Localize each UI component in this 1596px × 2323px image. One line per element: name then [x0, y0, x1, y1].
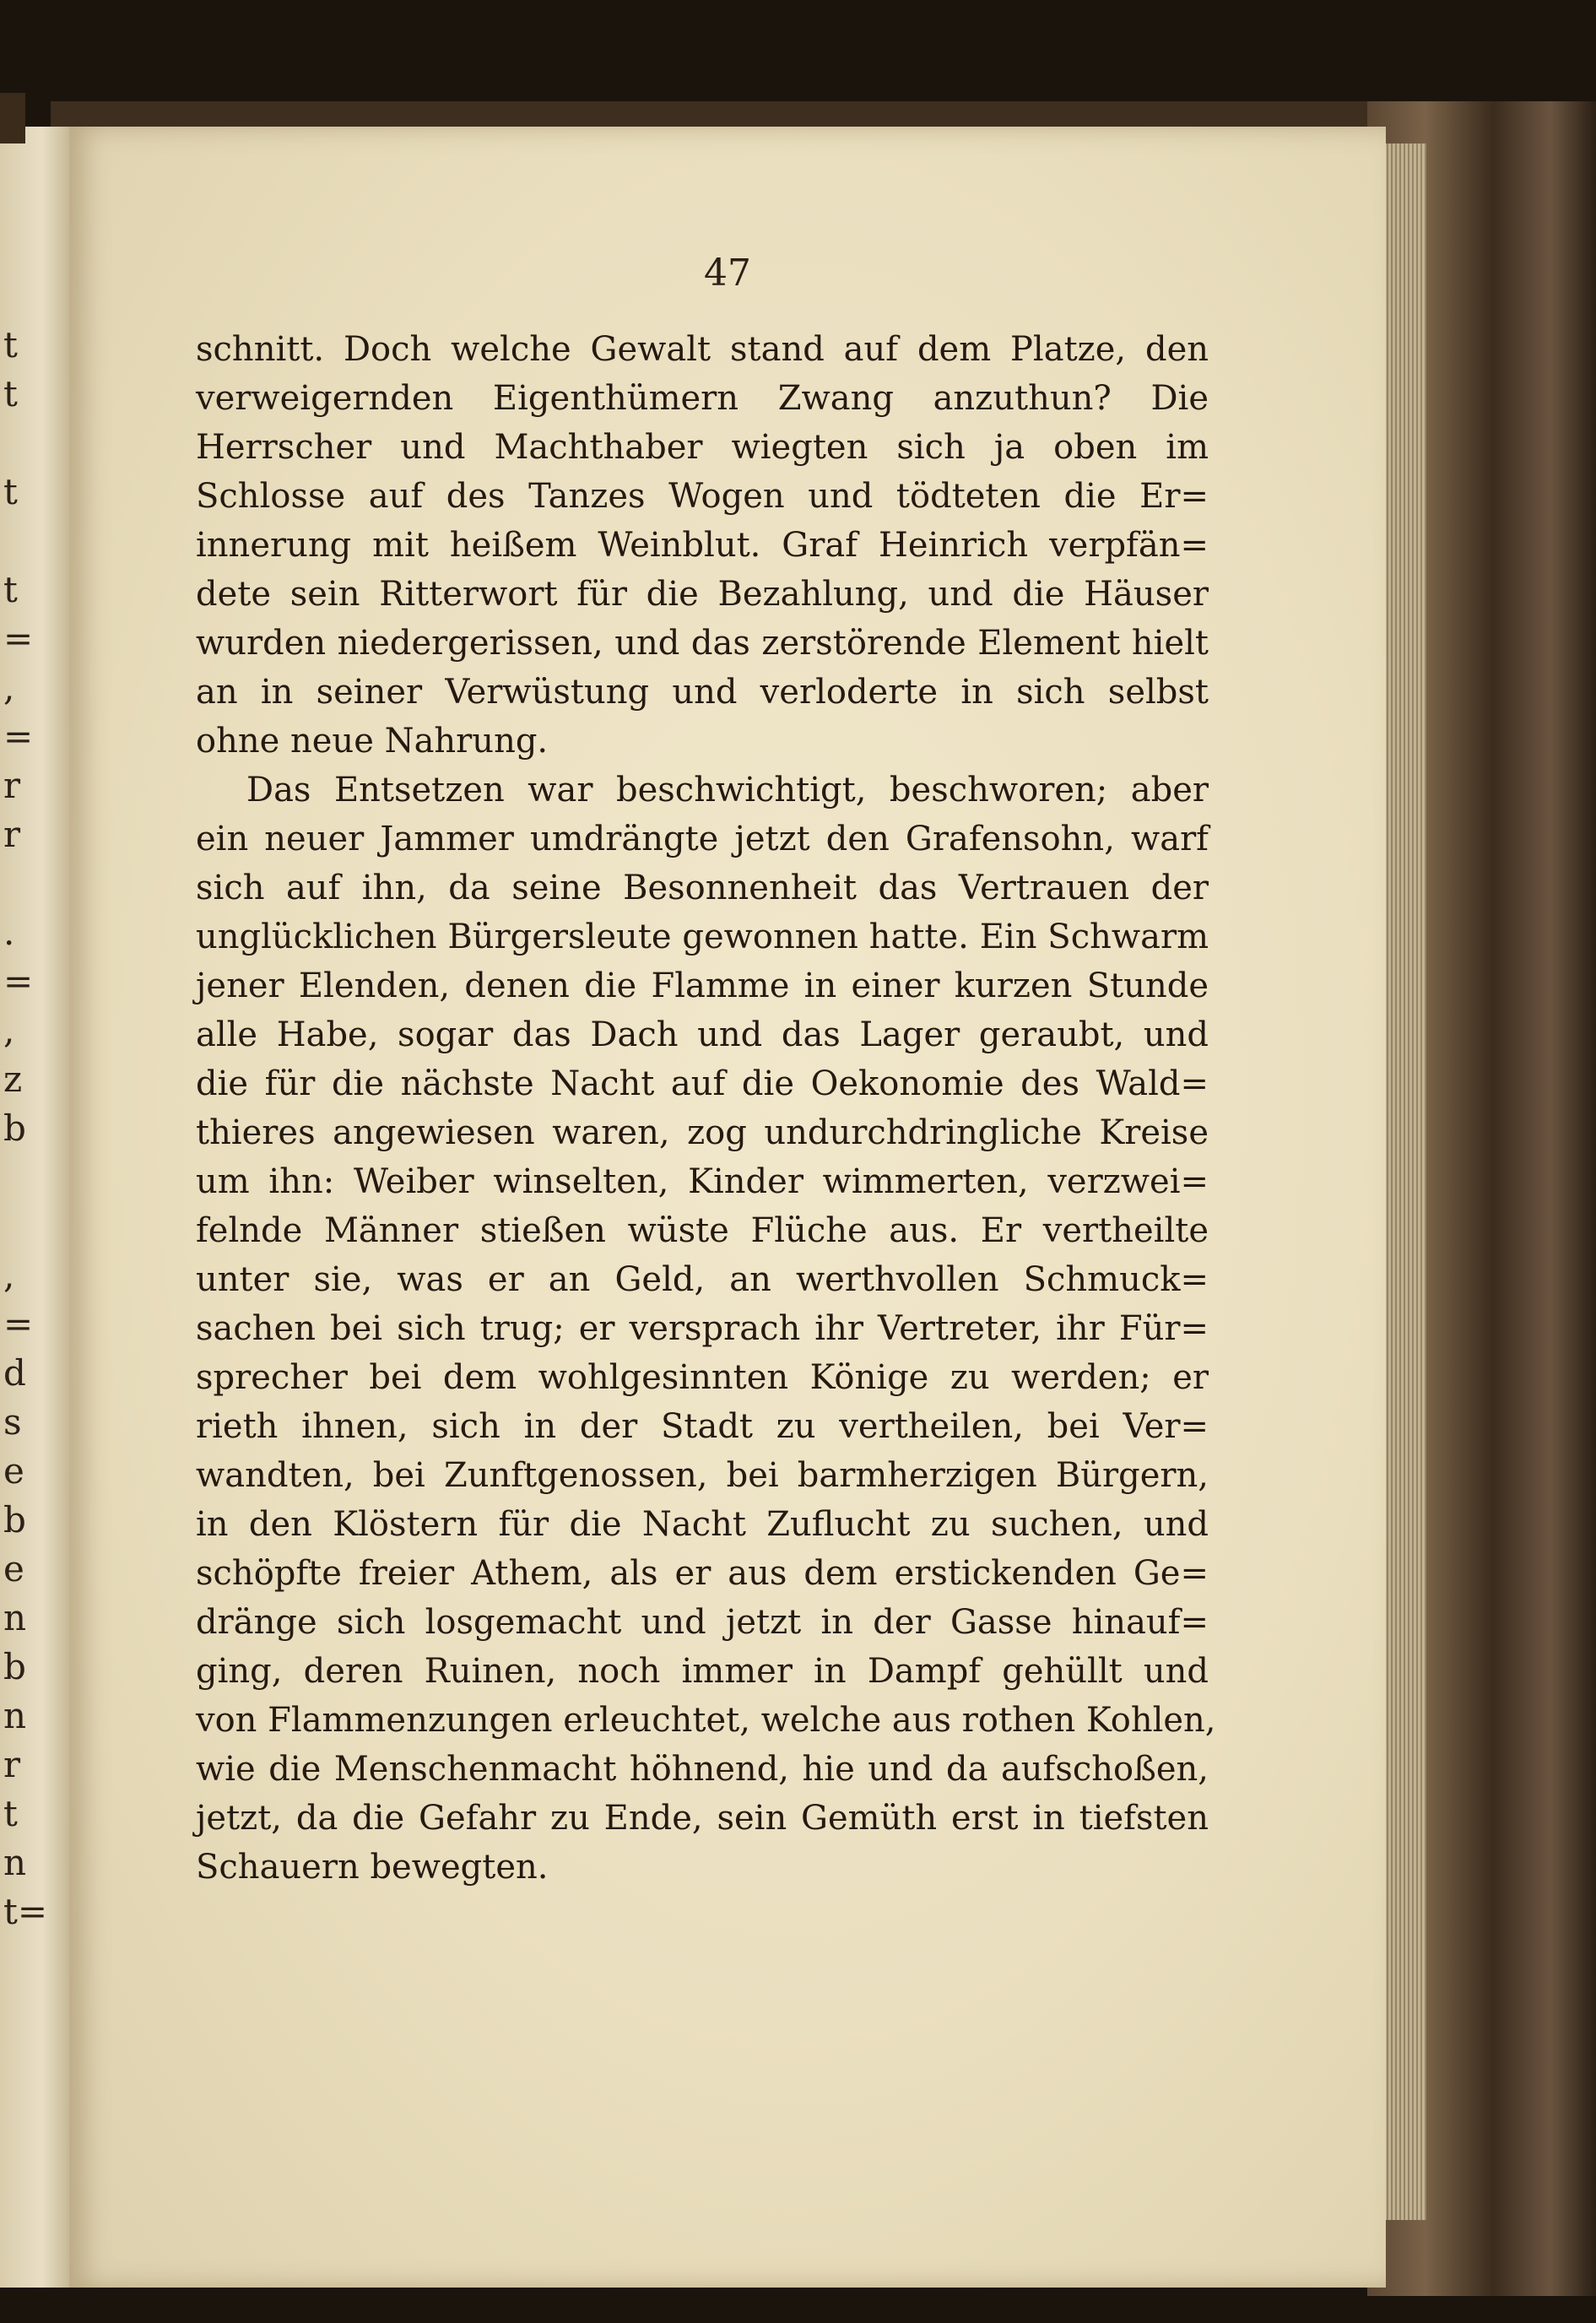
- text-line: ohne neue Nahrung.: [196, 722, 549, 761]
- text-line: jetzt, da die Gefahr zu Ende, sein Gemüth erst in tiefsten: [196, 1799, 1209, 1838]
- text-line: an in seiner Verwüstung und verloderte in sich selbst: [196, 673, 1209, 712]
- page-number: 47: [704, 252, 751, 295]
- text-line: von Flammenzungen erleuchtet, welche aus rothen Kohlen,: [196, 1701, 1216, 1740]
- left-cover-strip: [0, 93, 25, 143]
- text-line: wurden niedergerissen, und das zerstörende Element hielt: [196, 624, 1209, 663]
- text-line: in den Klöstern für die Nacht Zuflucht zu suchen, und: [196, 1505, 1209, 1544]
- text-line: ein neuer Jammer umdrängte jetzt den Grafensohn, warf: [196, 820, 1209, 858]
- text-line: verweigernden Eigenthümern Zwang anzuthun? Die: [196, 379, 1209, 418]
- text-line: thieres angewiesen waren, zog undurchdringliche Kreise: [196, 1113, 1209, 1152]
- text-line: unter sie, was er an Geld, an werthvollen Schmuck=: [196, 1260, 1209, 1299]
- text-line: schnitt. Doch welche Gewalt stand auf dem Platze, den: [196, 330, 1209, 369]
- text-line: dete sein Ritterwort für die Bezahlung, und die Häuser: [196, 575, 1209, 614]
- text-line: Das Entsetzen war beschwichtigt, beschworen; aber: [246, 771, 1209, 810]
- text-line: rieth ihnen, sich in der Stadt zu vertheilen, bei Ver=: [196, 1407, 1209, 1446]
- text-line: jener Elenden, denen die Flamme in einer kurzen Stunde: [196, 967, 1209, 1005]
- text-line: sich auf ihn, da seine Besonnenheit das Vertrauen der: [196, 869, 1209, 907]
- text-line: ging, deren Ruinen, noch immer in Dampf gehüllt und: [196, 1652, 1209, 1691]
- text-line: unglücklichen Bürgersleute gewonnen hatte. Ein Schwarm: [196, 918, 1209, 956]
- book-page: [69, 127, 1386, 2288]
- text-line: dränge sich losgemacht und jetzt in der Gasse hinauf=: [196, 1603, 1209, 1642]
- text-line: um ihn: Weiber winselten, Kinder wimmerten, verzwei=: [196, 1162, 1209, 1201]
- text-line: felnde Männer stießen wüste Flüche aus. Er vertheilte: [196, 1211, 1209, 1250]
- previous-page-margin-text: t t t t = , = r r . = , z b , = d s e b e n b n r t n t=: [3, 324, 48, 1932]
- text-line: sachen bei sich trug; er versprach ihr Vertreter, ihr Für=: [196, 1309, 1209, 1348]
- page-text: [196, 325, 1216, 1892]
- text-line: wandten, bei Zunftgenossen, bei barmherzigen Bürgern,: [196, 1456, 1209, 1495]
- text-line: die für die nächste Nacht auf die Oekonomie des Wald=: [196, 1064, 1209, 1103]
- text-line: Schlosse auf des Tanzes Wogen und tödteten die Er=: [196, 477, 1209, 516]
- text-line: Herrscher und Machthaber wiegten sich ja oben im: [196, 428, 1209, 467]
- text-line: schöpfte freier Athem, als er aus dem erstickenden Ge=: [196, 1554, 1209, 1593]
- text-line: sprecher bei dem wohlgesinnten Könige zu werden; er: [196, 1358, 1209, 1397]
- text-line: wie die Menschenmacht höhnend, hie und da aufschoßen,: [196, 1750, 1209, 1789]
- text-line: innerung mit heißem Weinblut. Graf Heinrich verpfän=: [196, 526, 1209, 565]
- text-line: Schauern bewegten.: [196, 1848, 549, 1887]
- text-line: alle Habe, sogar das Dach und das Lager geraubt, und: [196, 1015, 1209, 1054]
